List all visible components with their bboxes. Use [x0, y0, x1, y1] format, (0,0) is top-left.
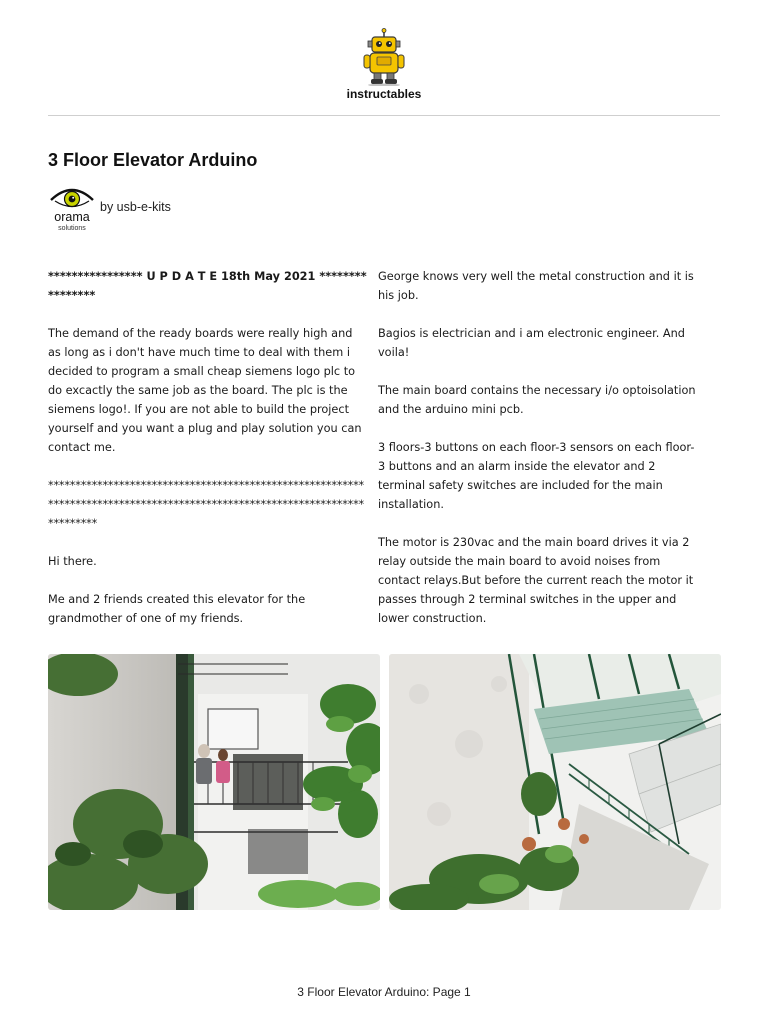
paragraph-greeting: Hi there.	[48, 555, 97, 568]
paragraph-ready-boards: The demand of the ready boards were really high and as long as i don't have much time to deal with them i decided to program a small cheap siemens logo plc to do excactly the same job as the board. The plc is the siemens logo!. If you are not able to build the project yourself and you want a plug and play solution you can contact me.	[48, 327, 362, 454]
left-text-column	[48, 267, 368, 647]
paragraph-main-board: The main board contains the necessary i/o optoisolation and the arduino mini pcb.	[378, 384, 696, 416]
orama-solutions-logo-icon[interactable]	[48, 182, 96, 232]
orama-logo-subtext: solutions	[58, 225, 86, 232]
instructables-robot-icon[interactable]	[360, 28, 408, 86]
page-title: 3 Floor Elevator Arduino	[48, 150, 258, 170]
author-byline[interactable]: by usb-e-kits	[100, 200, 171, 214]
orama-logo-wordmark: orama	[54, 210, 90, 224]
paragraph-motor: The motor is 230vac and the main board drives it via 2 relay outside the main board to avoid noises from contact relays.But before the current reach the motor it passes through 2 terminal switches in the upper and lower construction.	[378, 536, 694, 625]
paragraph-friends: Me and 2 friends created this elevator for the grandmother of one of my friends.	[48, 593, 306, 625]
site-header	[0, 28, 768, 101]
update-heading: **************** U P D A T E 18th May 2021 ****************	[48, 270, 367, 302]
paragraph-bagios: Bagios is electrician and i am electronic engineer. And voila!	[378, 327, 685, 359]
photo-elevator-topdown[interactable]	[389, 654, 721, 910]
paragraph-george: George knows very well the metal construction and it is his job.	[378, 270, 694, 302]
separator-stars: *****************************************************************************************************************************	[48, 479, 365, 530]
site-name[interactable]: instructables	[346, 87, 422, 101]
photo-elevator-courtyard[interactable]	[48, 654, 380, 910]
author-row	[48, 182, 348, 236]
header-divider	[48, 115, 720, 116]
paragraph-floors: 3 floors-3 buttons on each floor-3 sensors on each floor-3 buttons and an alarm inside the elevator and 2 terminal safety switches are included for the main installation.	[378, 441, 695, 511]
page-footer: 3 Floor Elevator Arduino: Page 1	[297, 985, 471, 999]
right-text-column	[378, 267, 700, 647]
